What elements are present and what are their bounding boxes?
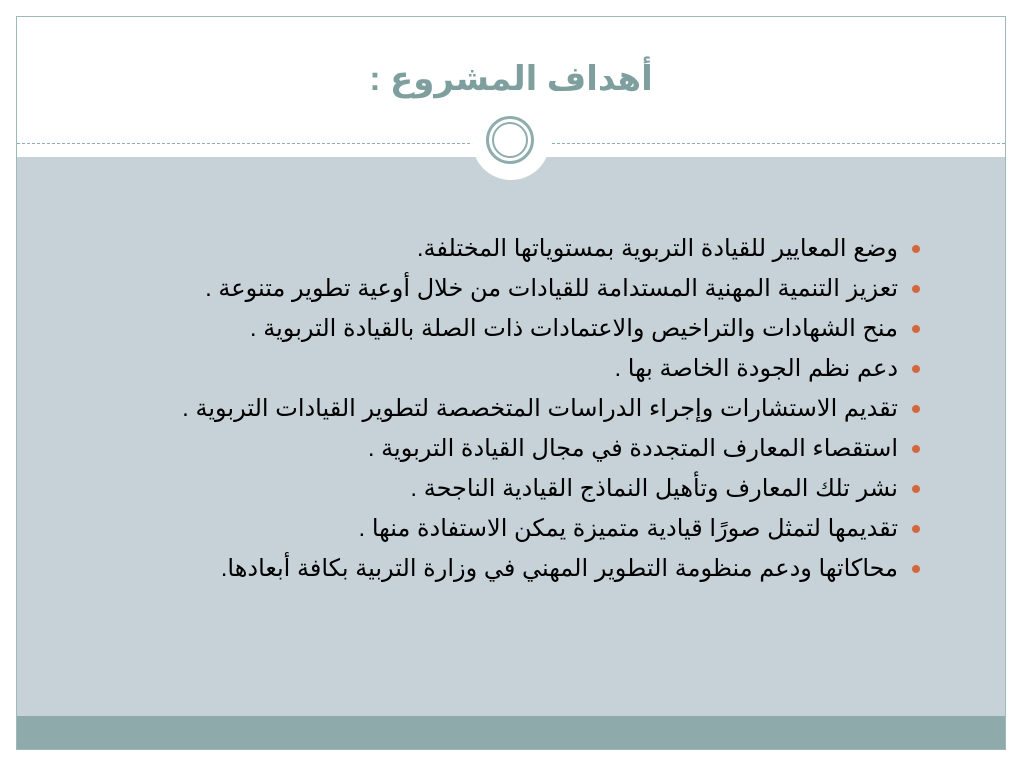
list-item xyxy=(120,392,920,425)
footer-band xyxy=(17,716,1005,750)
list-item-text: دعم نظم الجودة الخاصة بها . xyxy=(614,355,898,382)
bullet-dot-icon xyxy=(912,405,920,413)
list-item-text: منح الشهادات والتراخيص والاعتمادات ذات الصلة بالقيادة التربوية . xyxy=(249,315,898,342)
list-item xyxy=(120,352,920,385)
bullet-dot-icon xyxy=(912,285,920,293)
list-item xyxy=(120,472,920,505)
bullet-dot-icon xyxy=(912,445,920,453)
list-item-text: استقصاء المعارف المتجددة في مجال القيادة التربوية . xyxy=(367,435,898,462)
slide-title: أهداف المشروع : xyxy=(369,60,653,98)
objectives-list xyxy=(120,232,920,592)
list-item xyxy=(120,272,920,305)
bullet-dot-icon xyxy=(912,525,920,533)
list-item-text: وضع المعايير للقيادة التربوية بمستوياتها المختلفة. xyxy=(416,235,898,262)
list-item-text: محاكاتها ودعم منظومة التطوير المهني في وزارة التربية بكافة أبعادها. xyxy=(220,555,898,582)
bullet-dot-icon xyxy=(912,245,920,253)
list-item xyxy=(120,432,920,465)
bullet-dot-icon xyxy=(912,325,920,333)
list-item xyxy=(120,552,920,585)
bullet-dot-icon xyxy=(912,485,920,493)
bullet-dot-icon xyxy=(912,365,920,373)
list-item-text: تعزيز التنمية المهنية المستدامة للقيادات من خلال أوعية تطوير متنوعة . xyxy=(205,275,898,302)
slide xyxy=(16,16,1006,750)
list-item-text: تقديم الاستشارات وإجراء الدراسات المتخصصة لتطوير القيادات التربوية . xyxy=(182,395,898,422)
list-item xyxy=(120,512,920,545)
inner-circle-icon xyxy=(492,122,528,158)
list-item-text: تقديمها لتمثل صورًا قيادية متميزة يمكن الاستفادة منها . xyxy=(358,515,898,542)
list-item-text: نشر تلك المعارف وتأهيل النماذج القيادية الناجحة . xyxy=(410,475,898,502)
bullet-dot-icon xyxy=(912,565,920,573)
list-item xyxy=(120,232,920,265)
list-item xyxy=(120,312,920,345)
